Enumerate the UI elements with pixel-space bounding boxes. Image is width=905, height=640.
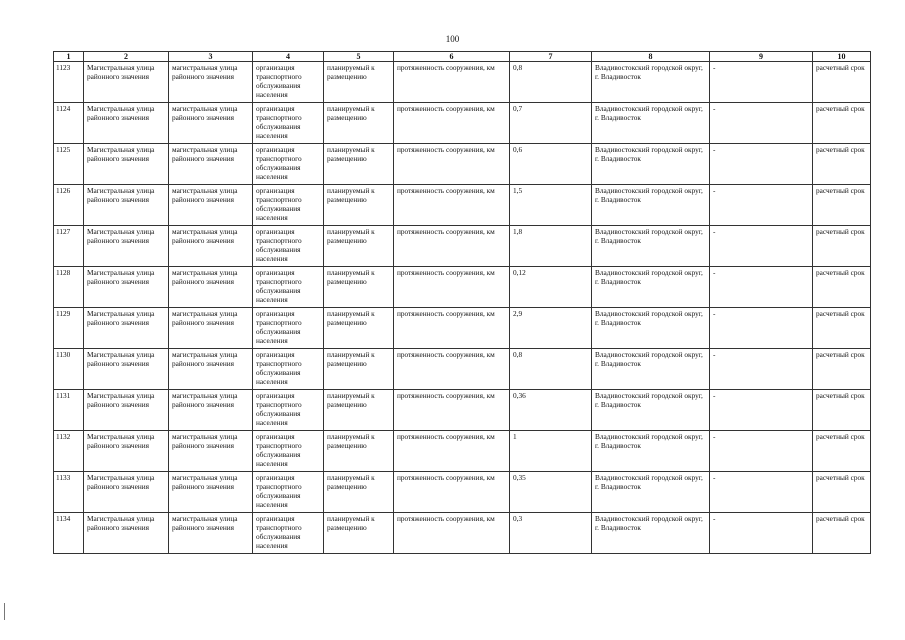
cell-value: 1	[510, 431, 592, 472]
cell-location: Владивостокский городской округ, г. Владивосток	[592, 267, 710, 308]
cell-characteristic: протяженность сооружения, км	[394, 226, 510, 267]
cell-number: 1133	[54, 472, 84, 513]
cell-status: планируемый к размещению	[324, 185, 394, 226]
cell-object-name: Магистральная улица районного значения	[84, 103, 169, 144]
column-header: 8	[592, 52, 710, 62]
cell-status: планируемый к размещению	[324, 513, 394, 554]
column-header: 2	[84, 52, 169, 62]
cell-number: 1134	[54, 513, 84, 554]
cell-location: Владивостокский городской округ, г. Владивосток	[592, 431, 710, 472]
cell-location: Владивостокский городской округ, г. Владивосток	[592, 349, 710, 390]
cell-characteristic: протяженность сооружения, км	[394, 349, 510, 390]
cell-object-name: Магистральная улица районного значения	[84, 472, 169, 513]
cell-number: 1129	[54, 308, 84, 349]
cell-number: 1126	[54, 185, 84, 226]
cell-term: расчетный срок	[813, 103, 871, 144]
cell-zone: -	[710, 349, 813, 390]
cell-zone: -	[710, 431, 813, 472]
cell-characteristic: протяженность сооружения, км	[394, 308, 510, 349]
cell-status: планируемый к размещению	[324, 226, 394, 267]
cell-status: планируемый к размещению	[324, 349, 394, 390]
cell-purpose: организация транспортного обслуживания населения	[253, 62, 324, 103]
cell-term: расчетный срок	[813, 472, 871, 513]
cell-object-type: магистральная улица районного значения	[169, 390, 253, 431]
cell-number: 1132	[54, 431, 84, 472]
cell-purpose: организация транспортного обслуживания населения	[253, 349, 324, 390]
cell-zone: -	[710, 267, 813, 308]
cell-value: 2,9	[510, 308, 592, 349]
cell-value: 0,7	[510, 103, 592, 144]
column-header: 6	[394, 52, 510, 62]
cell-object-type: магистральная улица районного значения	[169, 513, 253, 554]
cell-value: 1,8	[510, 226, 592, 267]
cell-number: 1123	[54, 62, 84, 103]
cell-location: Владивостокский городской округ, г. Владивосток	[592, 513, 710, 554]
cell-number: 1130	[54, 349, 84, 390]
cell-purpose: организация транспортного обслуживания населения	[253, 144, 324, 185]
cell-status: планируемый к размещению	[324, 390, 394, 431]
column-header: 5	[324, 52, 394, 62]
table-body	[54, 62, 871, 554]
cell-status: планируемый к размещению	[324, 62, 394, 103]
cell-term: расчетный срок	[813, 267, 871, 308]
cell-object-name: Магистральная улица районного значения	[84, 62, 169, 103]
page-number: 100	[445, 34, 460, 44]
cell-zone: -	[710, 144, 813, 185]
cell-number: 1125	[54, 144, 84, 185]
cell-value: 0,8	[510, 62, 592, 103]
cell-term: расчетный срок	[813, 513, 871, 554]
cell-object-type: магистральная улица районного значения	[169, 144, 253, 185]
cell-object-type: магистральная улица районного значения	[169, 308, 253, 349]
cell-number: 1124	[54, 103, 84, 144]
cell-value: 0,35	[510, 472, 592, 513]
cell-term: расчетный срок	[813, 226, 871, 267]
cell-term: расчетный срок	[813, 431, 871, 472]
cell-object-type: магистральная улица районного значения	[169, 62, 253, 103]
cell-characteristic: протяженность сооружения, км	[394, 431, 510, 472]
cell-location: Владивостокский городской округ, г. Владивосток	[592, 472, 710, 513]
cell-value: 0,36	[510, 390, 592, 431]
cell-purpose: организация транспортного обслуживания населения	[253, 390, 324, 431]
cell-characteristic: протяженность сооружения, км	[394, 144, 510, 185]
cell-object-name: Магистральная улица районного значения	[84, 513, 169, 554]
registry-table	[53, 51, 871, 554]
column-header: 7	[510, 52, 592, 62]
cell-status: планируемый к размещению	[324, 144, 394, 185]
table-row	[54, 267, 871, 308]
cell-zone: -	[710, 226, 813, 267]
table-row	[54, 185, 871, 226]
table-row	[54, 308, 871, 349]
cell-value: 0,12	[510, 267, 592, 308]
cell-zone: -	[710, 62, 813, 103]
margin-mark	[4, 603, 5, 620]
table-row	[54, 349, 871, 390]
cell-object-type: магистральная улица районного значения	[169, 349, 253, 390]
table-row	[54, 513, 871, 554]
cell-value: 1,5	[510, 185, 592, 226]
cell-characteristic: протяженность сооружения, км	[394, 267, 510, 308]
cell-location: Владивостокский городской округ, г. Владивосток	[592, 226, 710, 267]
cell-term: расчетный срок	[813, 185, 871, 226]
cell-term: расчетный срок	[813, 144, 871, 185]
cell-characteristic: протяженность сооружения, км	[394, 513, 510, 554]
table-header-row	[54, 52, 871, 62]
cell-purpose: организация транспортного обслуживания населения	[253, 308, 324, 349]
cell-number: 1127	[54, 226, 84, 267]
cell-value: 0,8	[510, 349, 592, 390]
cell-status: планируемый к размещению	[324, 308, 394, 349]
table-row	[54, 144, 871, 185]
cell-purpose: организация транспортного обслуживания населения	[253, 513, 324, 554]
cell-zone: -	[710, 185, 813, 226]
cell-term: расчетный срок	[813, 62, 871, 103]
cell-status: планируемый к размещению	[324, 267, 394, 308]
cell-object-type: магистральная улица районного значения	[169, 431, 253, 472]
cell-status: планируемый к размещению	[324, 431, 394, 472]
cell-location: Владивостокский городской округ, г. Владивосток	[592, 144, 710, 185]
cell-object-name: Магистральная улица районного значения	[84, 390, 169, 431]
cell-object-name: Магистральная улица районного значения	[84, 144, 169, 185]
cell-location: Владивостокский городской округ, г. Владивосток	[592, 62, 710, 103]
column-header: 10	[813, 52, 871, 62]
cell-number: 1128	[54, 267, 84, 308]
table-row	[54, 62, 871, 103]
column-header: 3	[169, 52, 253, 62]
cell-characteristic: протяженность сооружения, км	[394, 103, 510, 144]
column-header: 9	[710, 52, 813, 62]
table-row	[54, 390, 871, 431]
column-header: 1	[54, 52, 84, 62]
cell-object-name: Магистральная улица районного значения	[84, 431, 169, 472]
table-row	[54, 226, 871, 267]
cell-location: Владивостокский городской округ, г. Владивосток	[592, 390, 710, 431]
cell-zone: -	[710, 513, 813, 554]
cell-characteristic: протяженность сооружения, км	[394, 390, 510, 431]
cell-zone: -	[710, 390, 813, 431]
cell-object-type: магистральная улица районного значения	[169, 226, 253, 267]
cell-object-name: Магистральная улица районного значения	[84, 308, 169, 349]
cell-purpose: организация транспортного обслуживания населения	[253, 103, 324, 144]
cell-zone: -	[710, 103, 813, 144]
cell-purpose: организация транспортного обслуживания населения	[253, 185, 324, 226]
cell-value: 0,3	[510, 513, 592, 554]
cell-zone: -	[710, 308, 813, 349]
cell-term: расчетный срок	[813, 390, 871, 431]
cell-purpose: организация транспортного обслуживания населения	[253, 226, 324, 267]
cell-object-name: Магистральная улица районного значения	[84, 185, 169, 226]
cell-location: Владивостокский городской округ, г. Владивосток	[592, 185, 710, 226]
cell-object-name: Магистральная улица районного значения	[84, 349, 169, 390]
cell-location: Владивостокский городской округ, г. Владивосток	[592, 103, 710, 144]
cell-status: планируемый к размещению	[324, 103, 394, 144]
cell-object-name: Магистральная улица районного значения	[84, 226, 169, 267]
cell-term: расчетный срок	[813, 308, 871, 349]
table-row	[54, 472, 871, 513]
column-header: 4	[253, 52, 324, 62]
cell-characteristic: протяженность сооружения, км	[394, 62, 510, 103]
table-row	[54, 431, 871, 472]
cell-status: планируемый к размещению	[324, 472, 394, 513]
cell-purpose: организация транспортного обслуживания населения	[253, 472, 324, 513]
cell-location: Владивостокский городской округ, г. Владивосток	[592, 308, 710, 349]
cell-value: 0,6	[510, 144, 592, 185]
cell-number: 1131	[54, 390, 84, 431]
cell-object-type: магистральная улица районного значения	[169, 472, 253, 513]
cell-object-type: магистральная улица районного значения	[169, 185, 253, 226]
cell-purpose: организация транспортного обслуживания населения	[253, 267, 324, 308]
cell-purpose: организация транспортного обслуживания населения	[253, 431, 324, 472]
cell-term: расчетный срок	[813, 349, 871, 390]
cell-object-type: магистральная улица районного значения	[169, 267, 253, 308]
cell-object-type: магистральная улица районного значения	[169, 103, 253, 144]
cell-object-name: Магистральная улица районного значения	[84, 267, 169, 308]
cell-zone: -	[710, 472, 813, 513]
cell-characteristic: протяженность сооружения, км	[394, 472, 510, 513]
table-row	[54, 103, 871, 144]
cell-characteristic: протяженность сооружения, км	[394, 185, 510, 226]
